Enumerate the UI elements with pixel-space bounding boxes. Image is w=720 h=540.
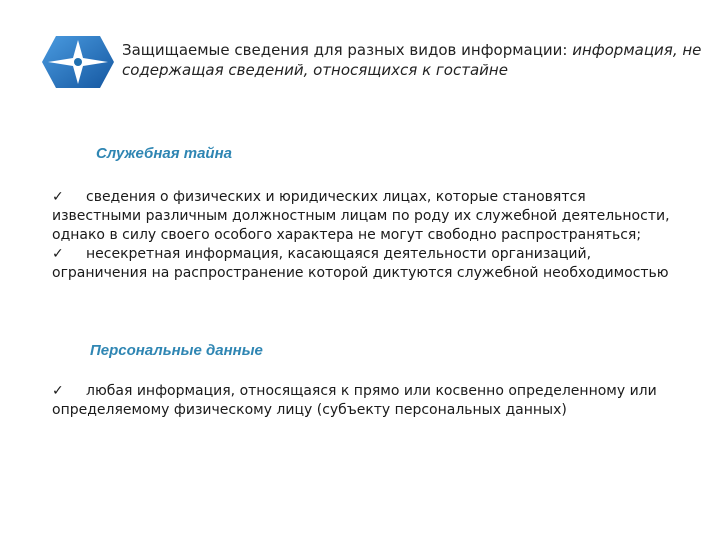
section-body-personal-data	[52, 382, 672, 420]
list-item-text: сведения о физических и юридических лицах, которые становятся известными различным должностным лицам по роду их служебной деятельности, однако в силу своего особого характера не могут свободно распространяться;	[52, 189, 670, 243]
list-item	[52, 245, 672, 283]
title-plain: Защищаемые сведения для разных видов информации:	[122, 41, 573, 59]
check-icon: ✓	[52, 246, 64, 262]
check-icon: ✓	[52, 383, 64, 399]
list-item-text: несекретная информация, касающаяся деятельности организаций, ограничения на распространение которой диктуются служебной необходимостью	[52, 246, 669, 281]
section-heading-personal-data: Персональные данные	[90, 342, 263, 359]
list-item	[52, 382, 672, 420]
list-item	[52, 188, 672, 245]
company-logo-icon	[42, 34, 114, 90]
section-heading-service-secret: Служебная тайна	[96, 145, 232, 162]
list-item-text: любая информация, относящаяся к прямо или косвенно определенному или определяемому физическому лицу (субъекту персональных данных)	[52, 383, 657, 418]
section-body-service-secret	[52, 188, 672, 283]
check-icon: ✓	[52, 189, 64, 205]
page-title	[122, 40, 702, 80]
title-italic: информация, не содержащая сведений, относящихся к гостайне	[122, 41, 702, 79]
